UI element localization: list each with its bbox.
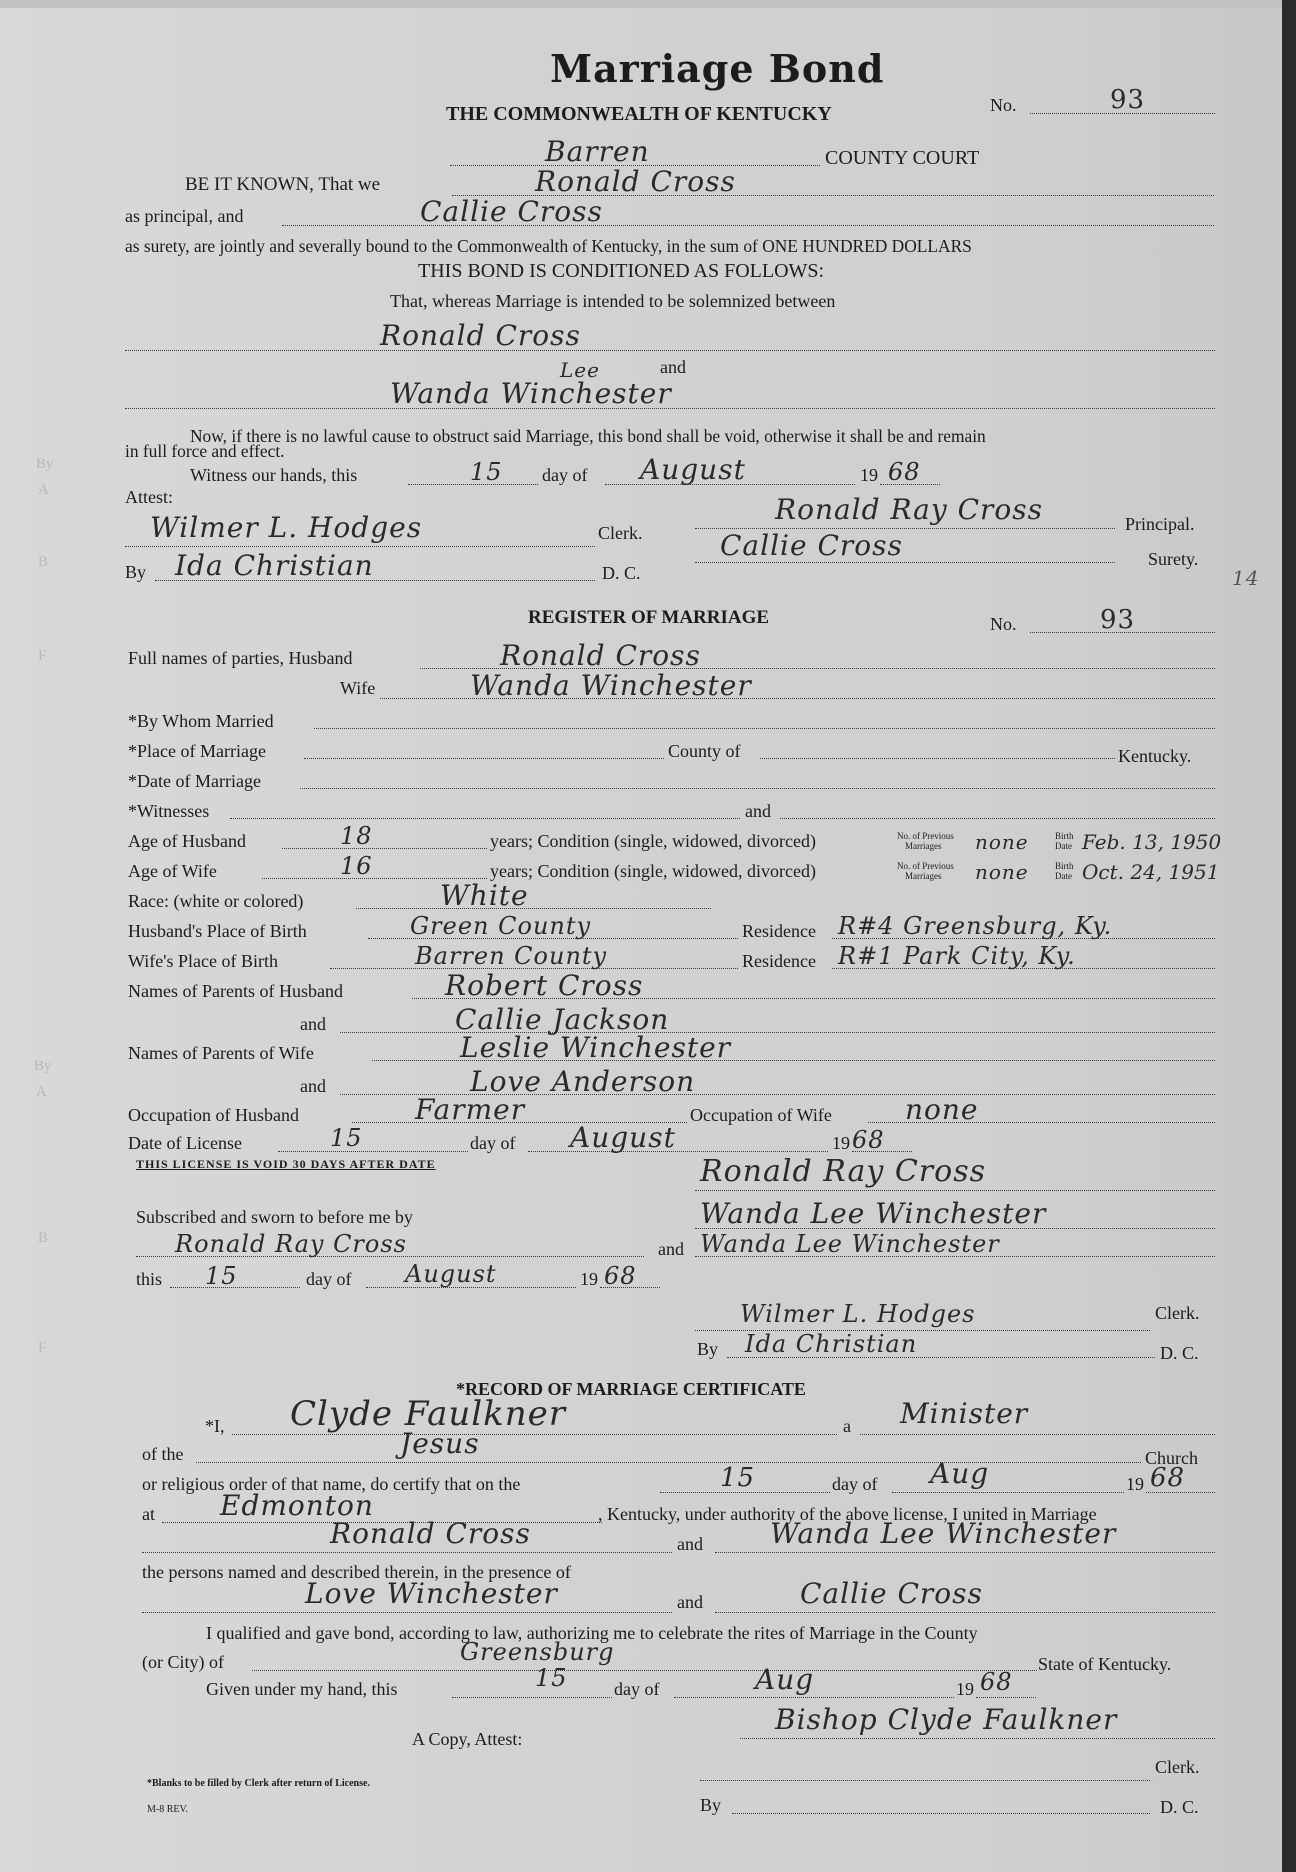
wife-mother: Love Anderson bbox=[470, 1065, 696, 1098]
surety-clause-text: as surety, are jointly and severally bound to the Commonwealth of Kentucky, in the sum of ONE HUNDRED DOLLARS bbox=[125, 236, 972, 256]
sworn-this-label: this bbox=[136, 1269, 163, 1289]
whereas-text: That, whereas Marriage is intended to be solemnized between bbox=[390, 291, 836, 311]
by-whom-label: *By Whom Married bbox=[128, 711, 274, 731]
margin-mark: By bbox=[36, 456, 54, 472]
church-name: Jesus bbox=[400, 1427, 480, 1460]
husband-father: Robert Cross bbox=[445, 969, 644, 1002]
persons-named-text: the persons named and described therein, in the presence of bbox=[142, 1562, 571, 1582]
husband-mother: Callie Jackson bbox=[455, 1003, 670, 1036]
surety-label: Surety. bbox=[1148, 549, 1199, 569]
principal-signature: Ronald Ray Cross bbox=[775, 493, 1043, 526]
register-no-label: No. bbox=[990, 614, 1017, 634]
cert-city: Greensburg bbox=[460, 1638, 615, 1666]
cert-dc-label: D. C. bbox=[1160, 1797, 1199, 1817]
date-label: *Date of Marriage bbox=[128, 771, 261, 791]
year-prefix: 19 bbox=[860, 465, 878, 485]
witnesses-and: and bbox=[745, 801, 771, 821]
party1-name: Ronald Cross bbox=[380, 319, 581, 352]
state-label: State of Kentucky. bbox=[1038, 1654, 1172, 1674]
margin-mark: B bbox=[38, 1230, 49, 1246]
commonwealth-heading: THE COMMONWEALTH OF KENTUCKY bbox=[446, 103, 832, 125]
bond-dc-name: Ida Christian bbox=[175, 549, 374, 582]
cert-by-label: By bbox=[700, 1795, 722, 1815]
day-of-text: day of bbox=[542, 465, 588, 485]
birth-date-label: Birth bbox=[1055, 831, 1074, 841]
cert-a-label: a bbox=[843, 1416, 851, 1436]
given-day: 15 bbox=[535, 1664, 568, 1692]
condition-husband-text: years; Condition (single, widowed, divorced) bbox=[490, 831, 816, 851]
cert-clerk-label: Clerk. bbox=[1155, 1757, 1200, 1777]
cert-witness-and: and bbox=[677, 1592, 703, 1612]
condition-wife-text: years; Condition (single, widowed, divorced) bbox=[490, 861, 816, 881]
register-title: REGISTER OF MARRIAGE bbox=[528, 607, 770, 628]
cert-witness1: Love Winchester bbox=[305, 1577, 558, 1610]
margin-mark: F bbox=[38, 1340, 47, 1356]
minister-name: Clyde Faulkner bbox=[290, 1394, 566, 1434]
cert-year-prefix: 19 bbox=[1126, 1474, 1144, 1494]
witness-day: 15 bbox=[470, 458, 503, 486]
sworn-year: 68 bbox=[604, 1262, 637, 1290]
parents-wife-label: Names of Parents of Wife bbox=[128, 1043, 314, 1063]
cert-witness2: Callie Cross bbox=[800, 1577, 983, 1610]
side-number: 14 bbox=[1232, 566, 1260, 590]
page-top-edge bbox=[0, 0, 1296, 8]
previous-marriages-label: Marriages bbox=[905, 871, 942, 881]
wife-pob: Barren County bbox=[415, 942, 608, 970]
void-notice: THIS LICENSE IS VOID 30 DAYS AFTER DATE bbox=[136, 1157, 436, 1171]
husband-residence: R#4 Greensburg, Ky. bbox=[838, 912, 1113, 940]
as-principal-text: as principal, and bbox=[125, 206, 244, 226]
bond-clerk-name: Wilmer L. Hodges bbox=[150, 511, 423, 544]
principal-label: Principal. bbox=[1125, 514, 1195, 534]
margin-mark: F bbox=[38, 648, 47, 664]
sworn-day: 15 bbox=[205, 1262, 238, 1290]
register-clerk-name: Wilmer L. Hodges bbox=[740, 1300, 976, 1328]
principal-name: Ronald Cross bbox=[535, 165, 736, 198]
bond-dc-label: D. C. bbox=[602, 563, 641, 583]
margin-mark: B bbox=[38, 554, 49, 570]
certificate-title: *RECORD OF MARRIAGE CERTIFICATE bbox=[456, 1379, 806, 1399]
party2-name: Wanda Winchester bbox=[390, 377, 672, 410]
race-label: Race: (white or colored) bbox=[128, 891, 304, 911]
bond-county: Barren bbox=[545, 135, 650, 168]
wife-fullname: Wanda Winchester bbox=[470, 669, 752, 702]
register-dc-name: Ida Christian bbox=[745, 1330, 918, 1358]
sworn-and: and bbox=[658, 1239, 684, 1259]
husband-pob: Green County bbox=[410, 912, 592, 940]
birth-date-label: Date bbox=[1055, 841, 1072, 851]
previous-marriages-label: No. of Previous bbox=[897, 861, 954, 871]
register-no-value: 93 bbox=[1100, 605, 1136, 635]
wife-father: Leslie Winchester bbox=[460, 1031, 732, 1064]
license-month: August bbox=[570, 1121, 676, 1154]
footnote: *Blanks to be filled by Clerk after return of License. bbox=[147, 1778, 370, 1789]
cert-and: and bbox=[677, 1534, 703, 1554]
binding-edge bbox=[1282, 0, 1296, 1872]
husband-previous-marriages: none bbox=[975, 830, 1029, 854]
parents-husband-label: Names of Parents of Husband bbox=[128, 981, 343, 1001]
wife-residence-label: Residence bbox=[742, 951, 816, 971]
register-dc-label: D. C. bbox=[1160, 1343, 1199, 1363]
cert-at-label: at bbox=[142, 1504, 155, 1524]
register-clerk-label: Clerk. bbox=[1155, 1303, 1200, 1323]
cert-i-label: *I, bbox=[205, 1416, 225, 1436]
margin-mark: A bbox=[36, 1084, 47, 1100]
husband-fullname-label: Full names of parties, Husband bbox=[128, 648, 353, 668]
occ-wife-label: Occupation of Wife bbox=[690, 1105, 832, 1125]
previous-marriages-label: No. of Previous bbox=[897, 831, 954, 841]
husband-fullname: Ronald Cross bbox=[500, 639, 701, 672]
age-husband-label: Age of Husband bbox=[128, 831, 246, 851]
cert-month: Aug bbox=[930, 1457, 990, 1490]
given-month: Aug bbox=[755, 1663, 815, 1696]
cert-place: Edmonton bbox=[220, 1489, 374, 1522]
cert-day: 15 bbox=[720, 1463, 756, 1493]
sworn-year-prefix: 19 bbox=[580, 1269, 598, 1289]
bond-no-label: No. bbox=[990, 95, 1017, 115]
groom-name: Ronald Cross bbox=[330, 1517, 531, 1550]
cert-day-of: day of bbox=[832, 1474, 878, 1494]
license-day: 15 bbox=[330, 1124, 363, 1152]
conditioned-heading: THIS BOND IS CONDITIONED AS FOLLOWS: bbox=[418, 260, 825, 282]
and-text: and bbox=[660, 357, 686, 377]
bride-name: Wanda Lee Winchester bbox=[770, 1517, 1117, 1550]
race-value: White bbox=[440, 879, 529, 912]
license-year-prefix: 19 bbox=[832, 1133, 850, 1153]
kentucky-label: Kentucky. bbox=[1118, 746, 1192, 766]
cert-of-the-label: of the bbox=[142, 1444, 184, 1464]
wife-birth-date: Oct. 24, 1951 bbox=[1082, 860, 1220, 884]
given-year-prefix: 19 bbox=[956, 1679, 974, 1699]
county-of-label: County of bbox=[668, 741, 741, 761]
bond-title: Marriage Bond bbox=[550, 46, 885, 91]
wife-pob-label: Wife's Place of Birth bbox=[128, 951, 278, 971]
minister-role: Minister bbox=[900, 1397, 1029, 1430]
or-city-label: (or City) of bbox=[142, 1652, 224, 1672]
place-label: *Place of Marriage bbox=[128, 741, 266, 761]
void-text-line1: Now, if there is no lawful cause to obstruct said Marriage, this bond shall be void, otherwise it shall be and remain bbox=[190, 426, 986, 446]
sworn-husband-name: Ronald Ray Cross bbox=[175, 1230, 407, 1258]
religious-order-text: or religious order of that name, do certify that on the bbox=[142, 1474, 521, 1494]
witness-year: 68 bbox=[888, 458, 921, 486]
witness-text: Witness our hands, this bbox=[190, 465, 358, 485]
church-label: Church bbox=[1145, 1448, 1198, 1468]
sworn-wife-name: Wanda Lee Winchester bbox=[700, 1230, 1000, 1258]
county-court-label: COUNTY COURT bbox=[825, 147, 980, 169]
license-day-of: day of bbox=[470, 1133, 516, 1153]
be-it-known-text: BE IT KNOWN, That we bbox=[185, 174, 381, 195]
copy-attest-label: A Copy, Attest: bbox=[412, 1729, 523, 1749]
given-year: 68 bbox=[980, 1668, 1013, 1696]
bond-clerk-label: Clerk. bbox=[598, 523, 643, 543]
form-number: M-8 REV. bbox=[147, 1804, 188, 1815]
minister-signature: Bishop Clyde Faulkner bbox=[775, 1703, 1118, 1736]
given-text: Given under my hand, this bbox=[206, 1679, 398, 1699]
sworn-month: August bbox=[405, 1260, 497, 1288]
age-wife-value: 16 bbox=[340, 852, 373, 880]
previous-marriages-label: Marriages bbox=[905, 841, 942, 851]
void-text-line2: in full force and effect. bbox=[125, 441, 285, 461]
wife-fullname-label: Wife bbox=[340, 678, 376, 698]
witness-month: August bbox=[640, 453, 746, 486]
occ-husband-label: Occupation of Husband bbox=[128, 1105, 299, 1125]
attest-label: Attest: bbox=[125, 487, 173, 507]
occ-wife: none bbox=[905, 1093, 979, 1126]
wife-previous-marriages: none bbox=[975, 860, 1029, 884]
license-date-label: Date of License bbox=[128, 1133, 242, 1153]
birth-date-label: Birth bbox=[1055, 861, 1074, 871]
subscribed-text: Subscribed and sworn to before me by bbox=[136, 1207, 413, 1227]
wife-residence: R#1 Park City, Ky. bbox=[838, 942, 1076, 970]
parents-husband-and: and bbox=[300, 1014, 326, 1034]
surety-name: Callie Cross bbox=[420, 195, 603, 228]
sworn-day-of: day of bbox=[306, 1269, 352, 1289]
given-day-of: day of bbox=[614, 1679, 660, 1699]
age-wife-label: Age of Wife bbox=[128, 861, 217, 881]
kentucky-authority-text: , Kentucky, under authority of the above license, I united in Marriage bbox=[598, 1504, 1097, 1524]
occ-husband: Farmer bbox=[415, 1093, 526, 1126]
witnesses-label: *Witnesses bbox=[128, 801, 210, 821]
bond-by-label: By bbox=[125, 562, 147, 582]
qualified-text: I qualified and gave bond, according to law, authorizing me to celebrate the rites of Marriage in the County bbox=[206, 1623, 978, 1643]
margin-mark: A bbox=[38, 482, 49, 498]
sig-husband: Ronald Ray Cross bbox=[700, 1154, 986, 1189]
husband-birth-date: Feb. 13, 1950 bbox=[1082, 830, 1222, 854]
husband-residence-label: Residence bbox=[742, 921, 816, 941]
husband-pob-label: Husband's Place of Birth bbox=[128, 921, 307, 941]
cert-year: 68 bbox=[1150, 1463, 1186, 1493]
bond-no-value: 93 bbox=[1110, 85, 1146, 115]
birth-date-label: Date bbox=[1055, 871, 1072, 881]
sig-wife: Wanda Lee Winchester bbox=[700, 1197, 1047, 1230]
age-husband-value: 18 bbox=[340, 822, 373, 850]
license-year: 68 bbox=[852, 1126, 885, 1154]
party2-insert: Lee bbox=[560, 358, 600, 382]
margin-mark: By bbox=[34, 1058, 52, 1074]
parents-wife-and: and bbox=[300, 1076, 326, 1096]
surety-signature: Callie Cross bbox=[720, 529, 903, 562]
register-by-label: By bbox=[697, 1339, 719, 1359]
